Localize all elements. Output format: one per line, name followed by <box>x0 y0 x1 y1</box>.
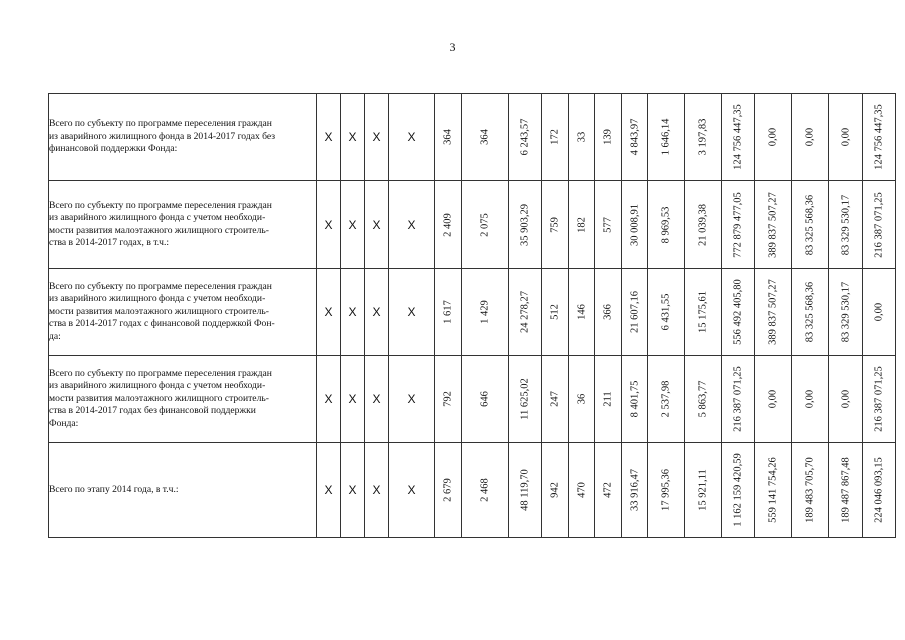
value-cell <box>755 443 792 538</box>
cell-value: 146 <box>576 304 587 320</box>
marker-cell: X <box>341 94 365 181</box>
cell-value: 0,00 <box>873 302 885 322</box>
value-cell <box>829 181 863 269</box>
value-cell <box>863 94 896 181</box>
value-cell <box>622 94 648 181</box>
cell-value: 8 969,53 <box>660 206 672 243</box>
cell-value: 30 008,91 <box>629 203 640 246</box>
value-cell <box>829 443 863 538</box>
cell-value: 8 401,75 <box>629 380 640 418</box>
value-cell <box>595 94 622 181</box>
cell-value: 6 431,55 <box>660 293 672 331</box>
value-cell <box>569 269 595 356</box>
value-cell <box>863 356 896 443</box>
value-cell <box>462 356 509 443</box>
marker-cell: X <box>341 356 365 443</box>
cell-value: 33 <box>576 131 587 143</box>
cell-value: 646 <box>479 391 491 407</box>
cell-value: 124 756 447,35 <box>732 104 744 170</box>
value-cell <box>685 443 722 538</box>
marker-cell: X <box>341 443 365 538</box>
cell-value: 0,00 <box>804 389 816 409</box>
cell-value: 559 141 754,26 <box>767 457 779 523</box>
marker-cell: X <box>365 269 389 356</box>
cell-value: 4 843,97 <box>629 118 640 156</box>
cell-value: 577 <box>602 216 614 233</box>
cell-value: 470 <box>576 482 587 498</box>
value-cell <box>622 356 648 443</box>
cell-value: 17 995,36 <box>660 469 672 511</box>
cell-value: 83 325 568,36 <box>804 194 816 255</box>
cell-value: 759 <box>549 216 561 233</box>
cell-value: 364 <box>479 129 491 145</box>
table-row <box>49 94 896 181</box>
value-cell <box>569 94 595 181</box>
cell-value: 389 837 507,27 <box>767 279 779 345</box>
cell-value: 364 <box>442 129 454 145</box>
value-cell <box>622 181 648 269</box>
cell-value: 15 921,11 <box>697 469 709 511</box>
table-row <box>49 181 896 269</box>
cell-value: 35 903,29 <box>519 203 531 246</box>
value-cell <box>435 181 462 269</box>
row-label-cell <box>49 269 317 356</box>
row-label-cell <box>49 356 317 443</box>
marker-cell: X <box>341 181 365 269</box>
value-cell <box>509 443 542 538</box>
value-cell <box>542 356 569 443</box>
cell-value: 0,00 <box>767 127 779 147</box>
value-cell <box>792 269 829 356</box>
value-cell <box>863 443 896 538</box>
cell-value: 216 387 071,25 <box>873 191 885 258</box>
value-cell <box>509 181 542 269</box>
cell-value: 366 <box>602 304 614 320</box>
marker-cell: X <box>365 181 389 269</box>
value-cell <box>792 181 829 269</box>
value-cell <box>435 269 462 356</box>
value-cell <box>722 269 755 356</box>
cell-value: 2 537,98 <box>660 380 672 418</box>
cell-value: 1 646,14 <box>660 118 672 156</box>
marker-cell: X <box>317 443 341 538</box>
value-cell <box>648 94 685 181</box>
cell-value: 224 046 093,15 <box>873 457 885 523</box>
value-cell <box>755 181 792 269</box>
cell-value: 2 679 <box>442 478 454 502</box>
value-cell <box>569 443 595 538</box>
marker-cell: X <box>389 94 435 181</box>
value-cell <box>462 443 509 538</box>
marker-cell: X <box>317 356 341 443</box>
marker-cell: X <box>389 443 435 538</box>
row-label: Всего по этапу 2014 года, в т.ч.: <box>49 483 179 495</box>
table-row <box>49 443 896 538</box>
cell-value: 0,00 <box>840 127 851 147</box>
cell-value: 139 <box>602 129 614 145</box>
cell-value: 124 756 447,35 <box>873 104 885 170</box>
row-label: Всего по субъекту по программе переселения граждан из аварийного жилищного фонда с учетом необходи- мости развития малоэтажного жилищного строитель- ства в 2014-2017 годах, в т.ч.: <box>49 199 272 248</box>
cell-value: 2 409 <box>442 212 454 237</box>
value-cell <box>569 356 595 443</box>
cell-value: 2 075 <box>479 212 491 237</box>
value-cell <box>462 181 509 269</box>
value-cell <box>435 443 462 538</box>
value-cell <box>722 94 755 181</box>
row-label: Всего по субъекту по программе переселения граждан из аварийного жилищного фонда в 2014-2017 годах без финансовой поддержки Фонда: <box>49 118 276 155</box>
value-cell <box>755 94 792 181</box>
marker-cell: X <box>365 443 389 538</box>
value-cell <box>542 269 569 356</box>
cell-value: 0,00 <box>767 389 779 409</box>
value-cell <box>509 94 542 181</box>
cell-value: 83 329 530,17 <box>840 194 851 255</box>
value-cell <box>435 356 462 443</box>
cell-value: 772 879 477,05 <box>732 191 744 258</box>
value-cell <box>648 356 685 443</box>
marker-cell: X <box>317 181 341 269</box>
value-cell <box>595 269 622 356</box>
cell-value: 15 175,61 <box>697 291 709 333</box>
value-cell <box>722 443 755 538</box>
marker-cell: X <box>341 269 365 356</box>
cell-value: 11 625,02 <box>519 378 531 420</box>
table-row <box>49 356 896 443</box>
marker-cell: X <box>389 181 435 269</box>
value-cell <box>722 356 755 443</box>
cell-value: 216 387 071,25 <box>873 366 885 432</box>
value-cell <box>435 94 462 181</box>
value-cell <box>755 356 792 443</box>
cell-value: 211 <box>602 391 614 407</box>
marker-cell: X <box>389 356 435 443</box>
row-label: Всего по субъекту по программе переселения граждан из аварийного жилищного фонда с учетом необходи- мости развития малоэтажного жилищного строитель- ства в 2014-2017 годах с финансовой поддержкой Фон- да: <box>49 280 275 342</box>
value-cell <box>863 181 896 269</box>
cell-value: 21 607,16 <box>629 291 640 333</box>
marker-cell: X <box>365 94 389 181</box>
value-cell <box>542 94 569 181</box>
table-row <box>49 269 896 356</box>
value-cell <box>542 181 569 269</box>
value-cell <box>829 94 863 181</box>
marker-cell: X <box>365 356 389 443</box>
cell-value: 33 916,47 <box>629 469 640 511</box>
cell-value: 0,00 <box>804 127 816 147</box>
cell-value: 189 483 705,70 <box>804 457 816 523</box>
row-label-cell <box>49 181 317 269</box>
cell-value: 6 243,57 <box>519 118 531 156</box>
marker-cell: X <box>317 269 341 356</box>
cell-value: 1 429 <box>479 300 491 324</box>
cell-value: 512 <box>549 304 561 320</box>
value-cell <box>595 356 622 443</box>
value-cell <box>829 269 863 356</box>
cell-value: 2 468 <box>479 478 491 502</box>
value-cell <box>792 356 829 443</box>
row-label: Всего по субъекту по программе переселения граждан из аварийного жилищного фонда с учетом необходи- мости развития малоэтажного жилищного строитель- ства в 2014-2017 годах без финансовой поддержки Фонда: <box>49 367 272 429</box>
marker-cell: X <box>389 269 435 356</box>
row-label-cell <box>49 94 317 181</box>
value-cell <box>462 269 509 356</box>
cell-value: 172 <box>549 129 561 145</box>
cell-value: 792 <box>442 391 454 407</box>
cell-value: 1 162 159 420,59 <box>732 453 744 527</box>
cell-value: 389 837 507,27 <box>767 191 779 258</box>
value-cell <box>509 269 542 356</box>
cell-value: 3 197,83 <box>697 118 709 156</box>
row-label-cell <box>49 443 317 538</box>
cell-value: 48 119,70 <box>519 469 531 511</box>
cell-value: 472 <box>602 482 614 498</box>
value-cell <box>685 181 722 269</box>
value-cell <box>569 181 595 269</box>
value-cell <box>755 269 792 356</box>
cell-value: 942 <box>549 482 561 498</box>
value-cell <box>863 269 896 356</box>
value-cell <box>685 356 722 443</box>
value-cell <box>622 443 648 538</box>
housing-program-table <box>48 93 896 538</box>
value-cell <box>829 356 863 443</box>
value-cell <box>509 356 542 443</box>
cell-value: 0,00 <box>840 389 851 409</box>
value-cell <box>792 94 829 181</box>
value-cell <box>722 181 755 269</box>
cell-value: 36 <box>576 393 587 405</box>
cell-value: 189 487 867,48 <box>840 457 851 523</box>
cell-value: 5 863,77 <box>697 380 709 418</box>
marker-cell: X <box>317 94 341 181</box>
value-cell <box>462 94 509 181</box>
cell-value: 21 039,38 <box>697 203 709 246</box>
value-cell <box>792 443 829 538</box>
value-cell <box>595 181 622 269</box>
cell-value: 1 617 <box>442 300 454 324</box>
value-cell <box>648 269 685 356</box>
cell-value: 216 387 071,25 <box>732 366 744 432</box>
value-cell <box>685 94 722 181</box>
value-cell <box>648 181 685 269</box>
cell-value: 83 325 568,36 <box>804 281 816 343</box>
value-cell <box>622 269 648 356</box>
cell-value: 83 329 530,17 <box>840 281 851 343</box>
cell-value: 24 278,27 <box>519 291 531 333</box>
value-cell <box>685 269 722 356</box>
value-cell <box>648 443 685 538</box>
cell-value: 556 492 405,80 <box>732 279 744 345</box>
value-cell <box>595 443 622 538</box>
cell-value: 247 <box>549 391 561 407</box>
cell-value: 182 <box>576 216 587 233</box>
page-number: 3 <box>449 40 456 54</box>
value-cell <box>542 443 569 538</box>
